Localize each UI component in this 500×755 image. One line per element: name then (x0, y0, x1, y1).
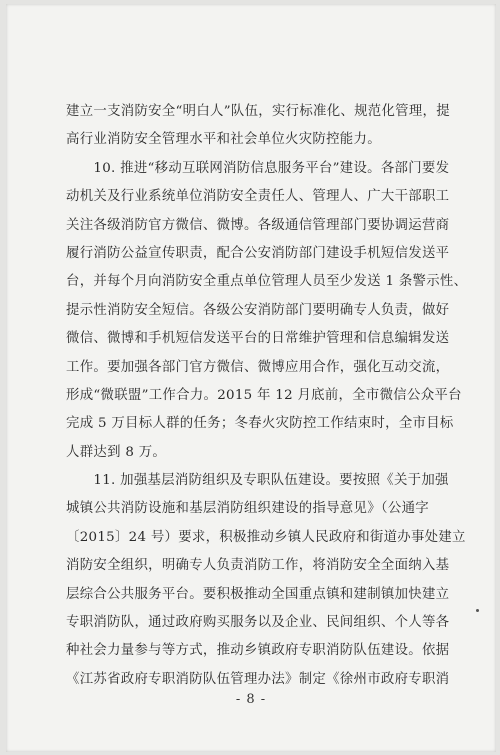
text-line: 消防安全组织，明确专人负责消防工作，将消防安全全面纳入基 (66, 558, 450, 574)
text-line: 专职消防队，通过政府购买服务以及企业、民间组织、个人等各 (66, 615, 450, 631)
text-line: 工作。要加强各部门官方微信、微博应用合作，强化互动交流， (66, 359, 450, 375)
text-line: 城镇公共消防设施和基层消防组织建设的指导意见》（公通字 (66, 501, 429, 517)
text-line: 层综合公共服务平台。要积极推动全国重点镇和建制镇加快建立 (66, 586, 450, 602)
text-line: 10. 推进“移动互联网消防信息服务平台”建设。各部门要发 (66, 160, 450, 176)
text-line: 〔2015〕24 号）要求，积极推动乡镇人民政府和街道办事处建立 (66, 529, 466, 545)
text-line: 完成 5 万目标人群的任务；冬春火灾防控工作结束时，全市目标 (66, 416, 454, 432)
text-line: 微信、微博和手机短信发送平台的日常维护管理和信息编辑发送 (66, 331, 450, 347)
text-line: 建立一支消防安全“明白人”队伍，实行标准化、规范化管理，提 (66, 104, 450, 119)
text-line: 《江苏省政府专职消防队伍管理办法》制定《徐州市政府专职消 (66, 671, 450, 687)
text-line: 提示性消防安全短信。各级公安消防部门要明确专人负责，做好 (66, 302, 450, 318)
text-line: 动机关及行业系统单位消防安全责任人、管理人、广大干部职工 (66, 189, 450, 205)
text-line: 台，并每个月向消防安全重点单位管理人员至少发送 1 条警示性、 (66, 274, 468, 290)
text-line: 关注各级消防官方微信、微博。各级通信管理部门要协调运营商 (66, 217, 450, 233)
text-line: 11. 加强基层消防组织及专职队伍建设。要按照《关于加强 (66, 473, 449, 489)
page-number: - 8 - (235, 692, 267, 707)
text-line: 形成“微联盟”工作合力。2015 年 12 月底前，全市微信公众平台 (66, 387, 462, 403)
text-line: 人群达到 8 万。 (66, 444, 167, 460)
body-text (66, 98, 466, 694)
text-line: 种社会力量参与等方式，推动乡镇政府专职消防队伍建设。依据 (66, 643, 450, 659)
scan-speck (476, 609, 479, 612)
text-line: 高行业消防安全管理水平和社会单位火灾防控能力。 (66, 132, 381, 148)
document-page (6, 4, 496, 752)
text-line: 履行消防公益宣传职责，配合公安消防部门建设手机短信发送平 (66, 245, 450, 261)
